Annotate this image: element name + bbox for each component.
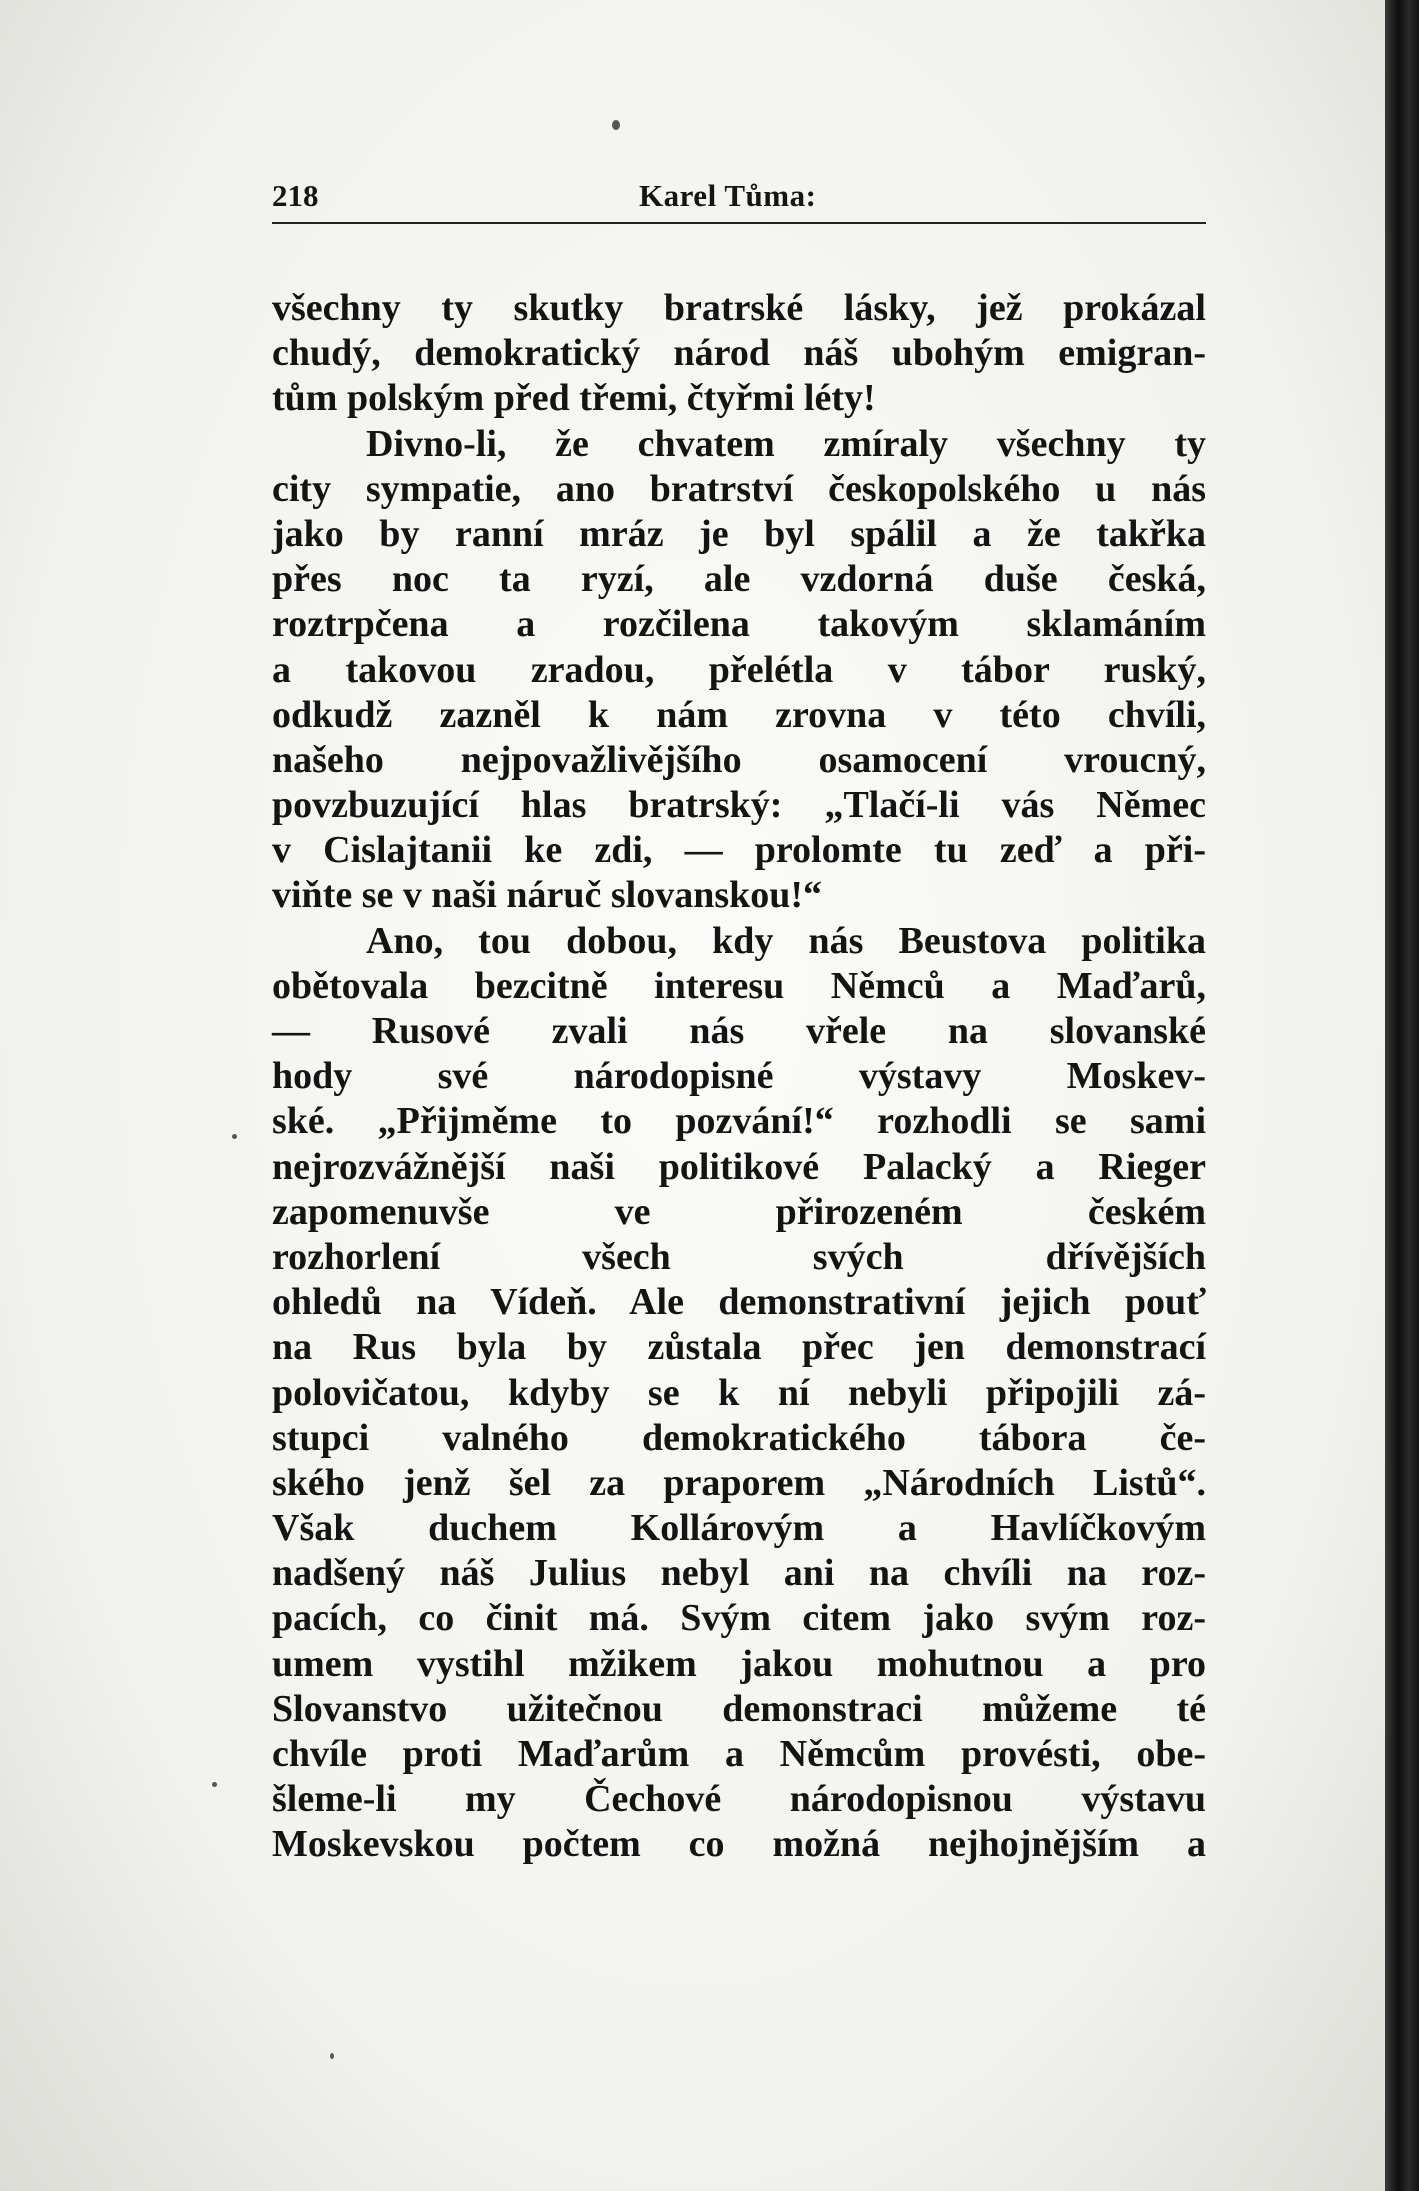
text-line: Slovanstvo užitečnou demonstraci můžeme té	[272, 1687, 1206, 1730]
text-line: tům polským před třemi, čtyřmi léty!	[272, 377, 876, 420]
text-line: Ano, tou dobou, kdy nás Beustova politika	[366, 919, 1206, 962]
text-line: nejrozvážnější naši politikové Palacký a Rieger	[272, 1145, 1206, 1188]
body-text	[272, 286, 1206, 1868]
text-line: hody své národopisné výstavy Moskev-	[272, 1055, 1206, 1098]
page-number: 218	[272, 178, 319, 213]
text-line: nadšený náš Julius nebyl ani na chvíli na roz-	[272, 1552, 1206, 1595]
text-line: umem vystihl mžikem jakou mohutnou a pro	[272, 1642, 1206, 1685]
text-line: všechny ty skutky bratrské lásky, jež prokázal	[272, 287, 1206, 329]
text-line: ského jenž šel za praporem „Národních Listů“.	[272, 1461, 1206, 1504]
text-line: — Rusové zvali nás vřele na slovanské	[272, 1010, 1206, 1052]
scan-speck	[330, 2053, 334, 2059]
running-title: Karel Tůma:	[639, 178, 817, 213]
text-line: obětovala bezcitně interesu Němců a Maďarů,	[272, 964, 1206, 1007]
text-line: Však duchem Kollárovým a Havlíčkovým	[272, 1507, 1206, 1550]
text-line: jako by ranní mráz je byl spálil a že takřka	[272, 512, 1206, 555]
text-line: chvíle proti Maďarům a Němcům provésti, obe-	[272, 1733, 1206, 1775]
scan-speck	[232, 1134, 237, 1139]
text-line: v Cislajtanii ke zdi, — prolomte tu zeď a při-	[272, 829, 1206, 872]
text-line: odkudž zazněl k nám zrovna v této chvíli,	[272, 693, 1206, 736]
text-line: a takovou zradou, přelétla v tábor ruský,	[272, 648, 1206, 691]
text-line: roztrpčena a rozčilena takovým sklamáním	[272, 603, 1206, 646]
text-line: zapomenuvše ve přirozeném českém	[272, 1190, 1206, 1233]
text-line: povzbuzující hlas bratrský: „Tlačí-li vás Němec	[272, 784, 1206, 827]
text-line: přes noc ta ryzí, ale vzdorná duše česká,	[272, 558, 1206, 601]
text-line: ské. „Přijměme to pozvání!“ rozhodli se sami	[272, 1100, 1206, 1143]
text-line: viňte se v naši náruč slovanskou!“	[272, 874, 823, 917]
scan-speck	[612, 120, 620, 130]
text-line: pacích, co činit má. Svým citem jako svým roz-	[272, 1597, 1206, 1640]
text-line: našeho nejpovažlivějšího osamocení vroucný,	[272, 738, 1206, 781]
text-line: šleme-li my Čechové národopisnou výstavu	[272, 1778, 1206, 1821]
text-line: Divno-li, že chvatem zmíraly všechny ty	[366, 422, 1206, 465]
text-line: stupci valného demokratického tábora če-	[272, 1416, 1206, 1459]
text-line: rozhorlení všech svých dřívějších	[272, 1235, 1206, 1278]
text-line: polovičatou, kdyby se k ní nebyli připojili zá-	[272, 1371, 1206, 1414]
header-rule	[272, 222, 1206, 224]
text-line: city sympatie, ano bratrství českopolského u nás	[272, 467, 1206, 510]
text-line: ohledů na Vídeň. Ale demonstrativní jejich pouť	[272, 1281, 1206, 1324]
text-line: Moskevskou počtem co možná nejhojnějším a	[272, 1823, 1206, 1866]
page-header	[272, 178, 1206, 218]
page-edge-shadow	[1385, 0, 1419, 2191]
text-line: chudý, demokratický národ náš ubohým emigran-	[272, 332, 1206, 375]
scan-speck	[212, 1782, 217, 1787]
text-line: na Rus byla by zůstala přec jen demonstrací	[272, 1326, 1206, 1369]
